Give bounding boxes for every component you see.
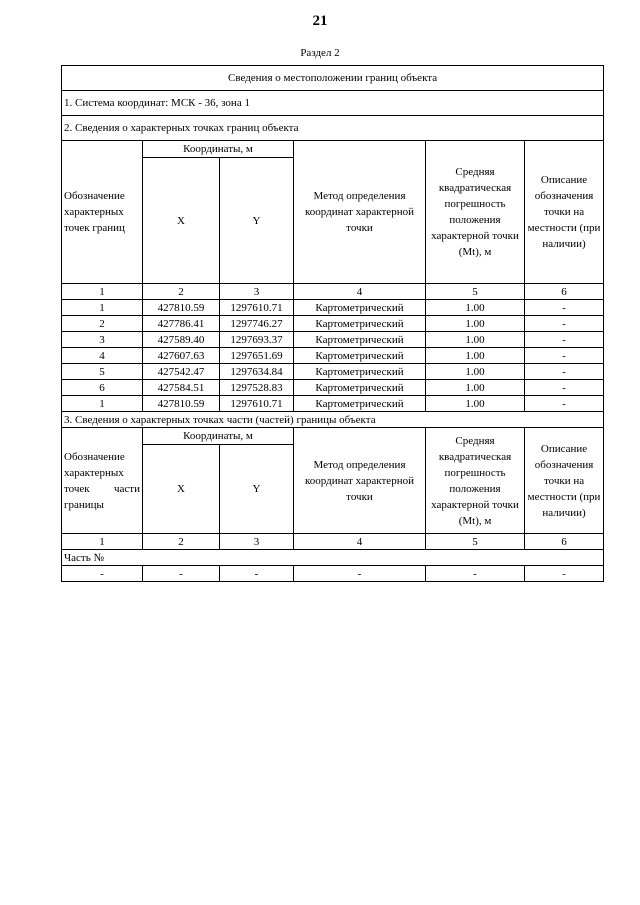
point-cell: 2 <box>62 316 143 332</box>
column-number: 2 <box>143 284 220 300</box>
error-cell: 1.00 <box>426 364 525 380</box>
desc-cell: - <box>525 566 604 582</box>
method-cell: Картометрический <box>294 364 426 380</box>
table-row <box>62 380 604 396</box>
table-row <box>62 332 604 348</box>
method-cell: Картометрический <box>294 380 426 396</box>
error-cell: 1.00 <box>426 396 525 412</box>
table-row <box>62 396 604 412</box>
x-cell: - <box>143 566 220 582</box>
column-number: 5 <box>426 284 525 300</box>
error-cell: 1.00 <box>426 316 525 332</box>
column-number: 5 <box>426 534 525 550</box>
column-number: 6 <box>525 534 604 550</box>
point-cell: - <box>62 566 143 582</box>
col-header-y: Y <box>220 158 294 284</box>
y-cell: 1297610.71 <box>220 300 294 316</box>
col-header-error: Средняя квадратическая погрешность положения характерной точки (Mt), м <box>426 428 525 534</box>
error-cell: 1.00 <box>426 380 525 396</box>
col-header-x: X <box>143 445 220 534</box>
table-title: Сведения о местоположении границ объекта <box>62 66 604 91</box>
col-header-y: Y <box>220 445 294 534</box>
point-cell: 6 <box>62 380 143 396</box>
col-header-x: X <box>143 158 220 284</box>
col-header-part-point: Обозначение характерных точек части границы <box>62 428 143 534</box>
section2-title: 2. Сведения о характерных точках границ объекта <box>62 116 604 141</box>
method-cell: - <box>294 566 426 582</box>
column-number: 3 <box>220 534 294 550</box>
error-cell: - <box>426 566 525 582</box>
method-cell: Картометрический <box>294 332 426 348</box>
table-row <box>62 316 604 332</box>
y-cell: 1297610.71 <box>220 396 294 412</box>
table-row <box>62 348 604 364</box>
column-number: 1 <box>62 284 143 300</box>
method-cell: Картометрический <box>294 300 426 316</box>
x-cell: 427584.51 <box>143 380 220 396</box>
desc-cell: - <box>525 348 604 364</box>
column-number: 4 <box>294 534 426 550</box>
col-header-coords: Координаты, м <box>143 428 294 445</box>
table-row <box>62 566 604 582</box>
error-cell: 1.00 <box>426 332 525 348</box>
point-cell: 1 <box>62 396 143 412</box>
method-cell: Картометрический <box>294 396 426 412</box>
table-row <box>62 364 604 380</box>
coord-system: 1. Система координат: МСК - 36, зона 1 <box>62 91 604 116</box>
x-cell: 427607.63 <box>143 348 220 364</box>
x-cell: 427810.59 <box>143 300 220 316</box>
section-label: Раздел 2 <box>300 47 340 59</box>
desc-cell: - <box>525 300 604 316</box>
y-cell: 1297634.84 <box>220 364 294 380</box>
x-cell: 427589.40 <box>143 332 220 348</box>
desc-cell: - <box>525 364 604 380</box>
x-cell: 427542.47 <box>143 364 220 380</box>
y-cell: 1297693.37 <box>220 332 294 348</box>
col-header-coords: Координаты, м <box>143 141 294 158</box>
error-cell: 1.00 <box>426 300 525 316</box>
col-header-desc: Описание обозначения точки на местности (при наличии) <box>525 141 604 284</box>
point-cell: 5 <box>62 364 143 380</box>
x-cell: 427810.59 <box>143 396 220 412</box>
col-header-point: Обозначение характерных точек границ <box>62 141 143 284</box>
point-cell: 3 <box>62 332 143 348</box>
desc-cell: - <box>525 332 604 348</box>
desc-cell: - <box>525 316 604 332</box>
column-number: 6 <box>525 284 604 300</box>
col-header-method: Метод определения координат характерной точки <box>294 141 426 284</box>
point-cell: 4 <box>62 348 143 364</box>
desc-cell: - <box>525 380 604 396</box>
y-cell: - <box>220 566 294 582</box>
column-numbers-row <box>62 284 604 300</box>
column-number: 1 <box>62 534 143 550</box>
y-cell: 1297528.83 <box>220 380 294 396</box>
point-cell: 1 <box>62 300 143 316</box>
column-number: 3 <box>220 284 294 300</box>
method-cell: Картометрический <box>294 316 426 332</box>
table-row <box>62 300 604 316</box>
part-label: Часть № <box>62 550 604 566</box>
y-cell: 1297746.27 <box>220 316 294 332</box>
error-cell: 1.00 <box>426 348 525 364</box>
y-cell: 1297651.69 <box>220 348 294 364</box>
col-header-desc: Описание обозначения точки на местности (при наличии) <box>525 428 604 534</box>
col-header-method: Метод определения координат характерной точки <box>294 428 426 534</box>
column-numbers-row <box>62 534 604 550</box>
x-cell: 427786.41 <box>143 316 220 332</box>
column-number: 4 <box>294 284 426 300</box>
boundary-table <box>61 65 604 582</box>
desc-cell: - <box>525 396 604 412</box>
col-header-error: Средняя квадратическая погрешность положения характерной точки (Mt), м <box>426 141 525 284</box>
column-number: 2 <box>143 534 220 550</box>
page-number: 21 <box>312 13 328 29</box>
section3-title: 3. Сведения о характерных точках части (частей) границы объекта <box>62 412 604 428</box>
method-cell: Картометрический <box>294 348 426 364</box>
